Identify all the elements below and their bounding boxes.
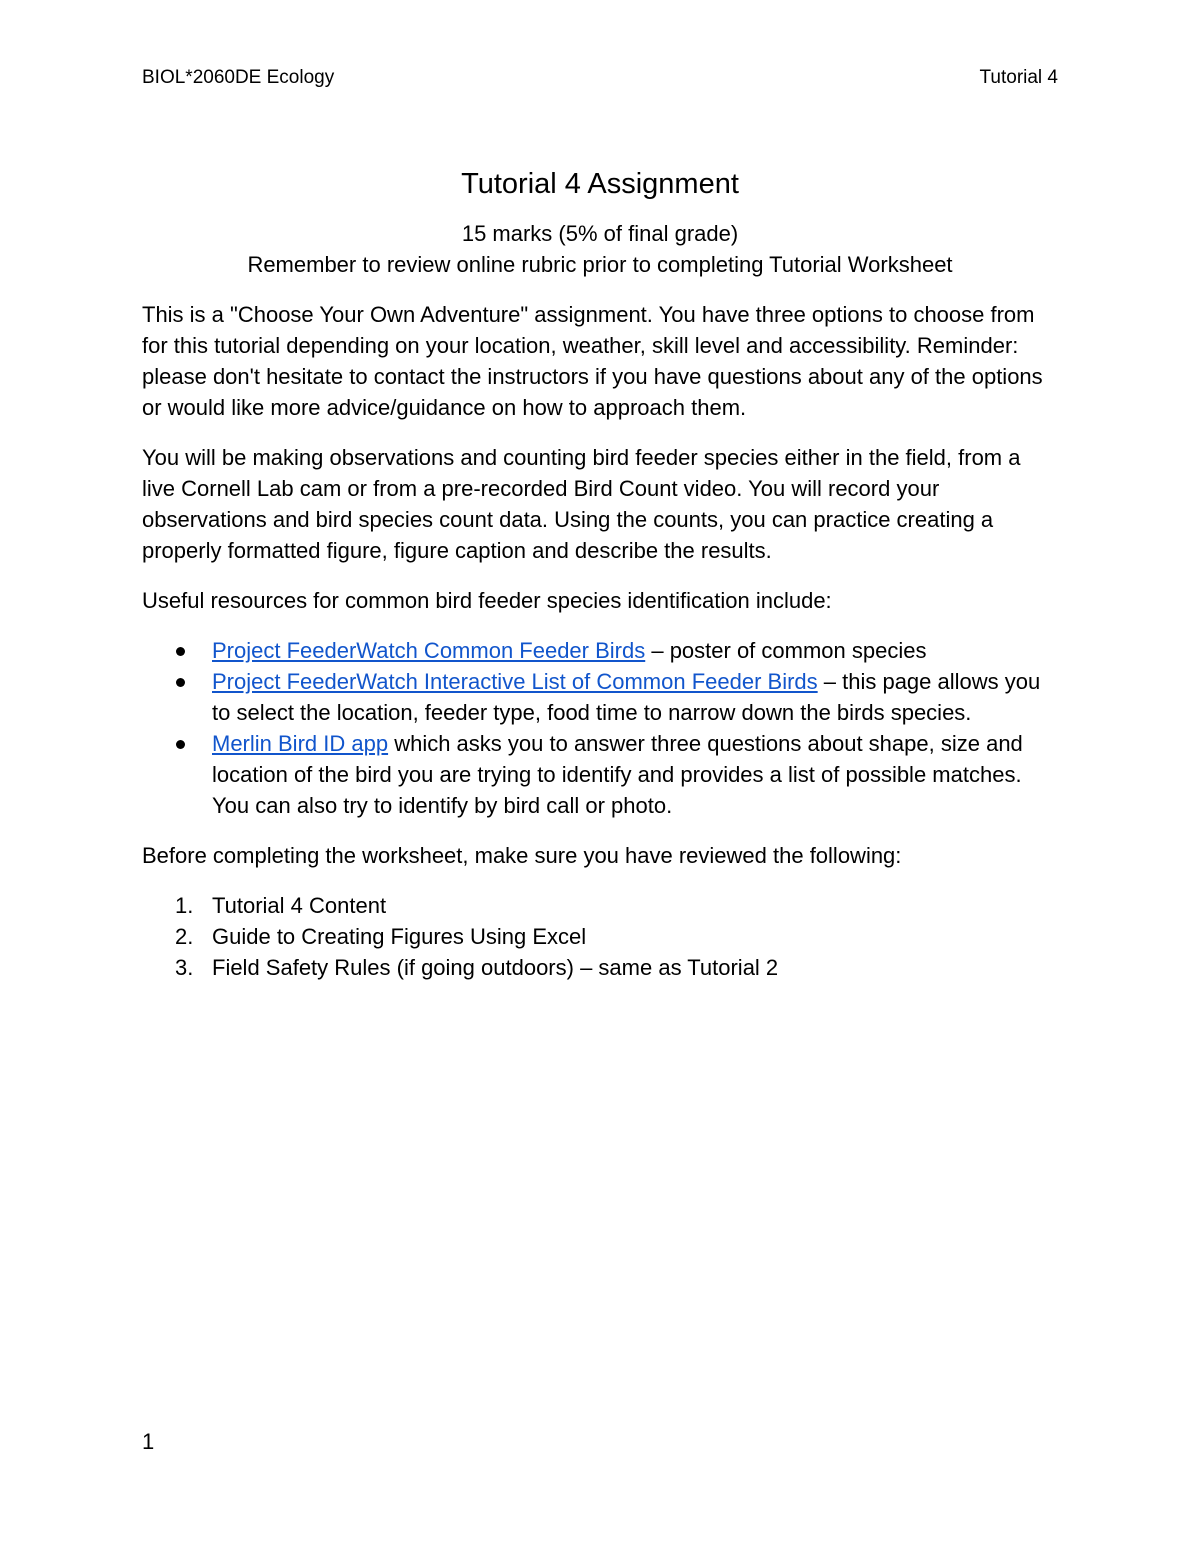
list-item — [142, 921, 1058, 952]
list-item — [142, 635, 1058, 666]
page-number: 1 — [142, 1429, 155, 1454]
review-intro: Before completing the worksheet, make sure you have reviewed the following: — [142, 843, 902, 868]
intro-paragraph: This is a "Choose Your Own Adventure" assignment. You have three options to choose from for this tutorial depending on your location, weather, skill level and accessibility. Reminder: please don't hesitate to contact the instructors if you have questions about any of the options or would like more advice/guidance on how to approach them. — [142, 302, 1043, 420]
bullet-icon — [176, 678, 185, 687]
review-list — [142, 890, 1058, 983]
list-item — [142, 666, 1058, 728]
rubric-reminder: Remember to review online rubric prior to completing Tutorial Worksheet — [247, 252, 953, 277]
list-item — [142, 728, 1058, 821]
list-number: 2. — [175, 924, 194, 949]
feederwatch-common-birds-link[interactable]: Project FeederWatch Common Feeder Birds — [212, 638, 646, 663]
feederwatch-interactive-list-link[interactable]: Project FeederWatch Interactive List of Common Feeder Birds — [212, 669, 818, 694]
review-item-text: Guide to Creating Figures Using Excel — [212, 924, 587, 949]
review-item-text: Field Safety Rules (if going outdoors) – same as Tutorial 2 — [212, 955, 779, 980]
page-title: Tutorial 4 Assignment — [461, 168, 739, 200]
list-number: 3. — [175, 955, 194, 980]
merlin-bird-id-link[interactable]: Merlin Bird ID app — [212, 731, 389, 756]
resource-description: which asks you to answer three questions about shape, size and location of the bird you are trying to identify and provides a list of possible matches. You can also try to identify by bird call or photo. — [212, 731, 1023, 818]
list-item — [142, 952, 1058, 983]
list-number: 1. — [175, 893, 194, 918]
resource-description: – poster of common species — [645, 638, 927, 663]
document-body — [142, 162, 1058, 983]
review-item-text: Tutorial 4 Content — [212, 893, 387, 918]
observations-paragraph: You will be making observations and counting bird feeder species either in the field, from a live Cornell Lab cam or from a pre-recorded Bird Count video. You will record your observations and bird species count data. Using the counts, you can practice creating a properly formatted figure, figure caption and describe the results. — [142, 445, 1021, 563]
list-item — [142, 890, 1058, 921]
resources-list — [142, 635, 1058, 821]
marks-subtitle: 15 marks (5% of final grade) — [461, 221, 739, 246]
page-header — [142, 67, 1058, 95]
header-tutorial-label: Tutorial 4 — [979, 67, 1058, 88]
bullet-icon — [176, 740, 185, 749]
resources-intro: Useful resources for common bird feeder species identification include: — [142, 588, 832, 613]
resource-description: – this page allows you to select the location, feeder type, food time to narrow down the birds species. — [212, 669, 1041, 725]
course-code: BIOL*2060DE Ecology — [142, 67, 335, 88]
bullet-icon — [176, 647, 185, 656]
